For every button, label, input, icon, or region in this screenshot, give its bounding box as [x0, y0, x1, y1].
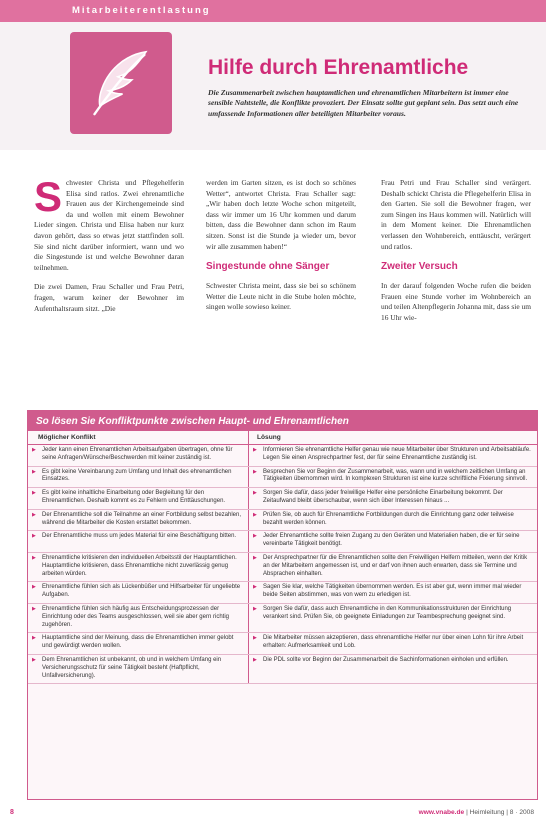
conflict-cell: ▶ Jeder kann einen Ehrenamtlichen Arbeitsaufgaben übertragen, ohne für seine Anfragen/Wünsche/Beschwerden mit keiner zuständig ist.	[28, 445, 248, 466]
solution-cell: ▶ Prüfen Sie, ob auch für Ehrenamtliche Fortbildungen durch die Einrichtung ganz oder teilweise bezahlt werden können.	[248, 510, 537, 531]
site-link[interactable]: www.vnabe.de	[418, 809, 465, 816]
solution-cell: ▶ Besprechen Sie vor Beginn der Zusammenarbeit, was, wann und in welchem zeitlichen Umfang an Tätigkeiten übernommen wird. In komplexen Strukturen ist eine kurze schriftliche Fixierung sinnvoll.	[248, 467, 537, 488]
footer-info	[419, 809, 534, 816]
conflict-cell: ▶ Es gibt keine Vereinbarung zum Umfang und Inhalt des ehrenamtlichen Einsatzes.	[28, 467, 248, 488]
subheading: Zweiter Versuch	[381, 261, 458, 273]
column-header-conflict: Möglicher Konflikt	[38, 434, 96, 441]
feather-logo	[70, 32, 172, 134]
article-column-2	[206, 178, 356, 322]
dropcap: S	[34, 173, 63, 220]
conflict-cell: ▶ Dem Ehrenamtlichen ist unbekannt, ob und in welchem Umfang ein Versicherungsschutz für seine Tätigkeit besteht (Haftpflicht, Unfallversicherung).	[28, 655, 248, 683]
table-row	[28, 604, 537, 633]
intro-text: Die Zusammenarbeit zwischen hauptamtlichen und ehrenamtlichen Mitarbeitern ist immer eine sensible Nahtstelle, die Konflikte provoziert. Der Einsatz sollte gut geplant sein. Das setzt auch eine umfassende Informationen aller beteiligten Mitarbeiter voraus.	[208, 88, 519, 118]
table-header	[28, 431, 537, 445]
table-row	[28, 467, 537, 489]
conflict-cell: ▶ Ehrenamtliche kritisieren den individuellen Arbeitsstil der Hauptamtlichen. Hauptamtliche kritisieren, dass Ehrenamtliche nicht zuverlässig genug arbeiten würden.	[28, 553, 248, 581]
table-row	[28, 582, 537, 604]
conflict-cell: ▶ Hauptamtliche sind der Meinung, dass die Ehrenamtlichen immer gelobt und gewürdigt werden wollen.	[28, 633, 248, 654]
solution-cell: ▶ Sorgen Sie dafür, dass auch Ehrenamtliche in den Kommunikationsstrukturen der Einrichtung verankert sind. Prüfen Sie, ob geeignete Einladungen zur Teambesprechung geeignet sind.	[248, 604, 537, 632]
box-title: So lösen Sie Konfliktpunkte zwischen Haupt- und Ehrenamtlichen	[36, 416, 349, 427]
conflict-cell: ▶ Ehrenamtliche fühlen sich als Lückenbüßer und Hilfsarbeiter für ungeliebte Aufgaben.	[28, 582, 248, 603]
paragraph: Die zwei Damen, Frau Schaller und Frau Petri, fragen, warum keiner der Bewohner im Aufenthaltsraum sitzt. „Die	[34, 282, 184, 313]
page-number: 8	[10, 809, 14, 816]
paragraph: chwester Christa und Pflegehelferin Elisa sind ratlos. Zwei ehrenamtliche Frauen aus der Kirchengemeinde sind da und wollen mit einem Bewohner Lieder singen. Christa und Elisa haben nur kurz davon gehört, dass so etwas jetzt stattfinden soll. Sie sind nicht darüber informiert, wann und wo die Singestunde ist und welche Bewohner daran teilnehmen.	[34, 178, 184, 272]
solution-cell: ▶ Jeder Ehrenamtliche sollte freien Zugang zu den Geräten und Materialien haben, die er für seine vereinbarte Tätigkeit benötigt.	[248, 531, 537, 552]
table-row	[28, 531, 537, 553]
feather-icon	[82, 44, 160, 122]
solution-cell: ▶ Informieren Sie ehrenamtliche Helfer genau wie neue Mitarbeiter über Strukturen und Arbeitsabläufe. Legen Sie einen Ansprechpartner fest, der für seine Ehrenamtliche zuständig ist.	[248, 445, 537, 466]
box-title-bar	[28, 411, 537, 431]
issue-info: | Heimleitung | 8 · 2008	[466, 809, 534, 816]
article-column-1	[34, 173, 184, 323]
conflict-cell: ▶ Der Ehrenamtliche soll die Teilnahme an einer Fortbildung selbst bezahlen, während die Mitarbeiter die Kosten erstattet bekommen.	[28, 510, 248, 531]
solution-cell: ▶ Die PDL sollte vor Beginn der Zusammenarbeit die Sachinformationen einholen und erfüllen.	[248, 655, 537, 683]
section-label: Mitarbeiterentlastung	[72, 5, 211, 16]
paragraph: In der darauf folgenden Woche rufen die beiden Frauen eine Stunde vorher im Wohnbereich an und teilen Altenpflegerin Johanna mit, dass sie um 16 Uhr wie-	[381, 281, 531, 322]
table-body	[28, 445, 537, 684]
subheading: Singestunde ohne Sänger	[206, 261, 330, 273]
paragraph: Frau Petri und Frau Schaller sind verärgert. Deshalb schickt Christa die Pflegehelferin Elisa in den Garten. Sie soll die Bewohner fragen, wer zum Singen ins Haus kommen will. Natürlich will in dem Moment keiner. Die Ehrenamtlichen verlassen den Wohnbereich, enttäuscht, verärgert und ratlos.	[381, 178, 531, 251]
conflict-cell: ▶ Es gibt keine inhaltliche Einarbeitung oder Begleitung für den Ehrenamtlichen. Deshalb kommt es zu Fehlern und Enttäuschungen.	[28, 488, 248, 509]
section-band	[0, 0, 546, 22]
table-row	[28, 633, 537, 655]
solution-cell: ▶ Sagen Sie klar, welche Tätigkeiten übernommen werden. Es ist aber gut, wenn immer mal wieder beide Seiten abstimmen, was von wem zu erledigen ist.	[248, 582, 537, 603]
solution-cell: ▶ Der Ansprechpartner für die Ehrenamtlichen sollte den Freiwilligen Helfern mitteilen, wenn der Kritik an der Mitarbeitern angemessen ist, und er darf von ihnen auch erwarten, dass sie Termine und Absprachen einhalten.	[248, 553, 537, 581]
paragraph: Schwester Christa meint, dass sie bei so schönem Wetter die Leute nicht in die Stube holen möchte, singen wolle sowieso keiner.	[206, 281, 356, 312]
page-title: Hilfe durch Ehrenamtliche	[208, 56, 469, 79]
conflict-cell: ▶ Ehrenamtliche fühlen sich häufig aus Entscheidungsprozessen der Einrichtung oder des Teams ausgeschlossen, weil sie aber gern richtig zugehören.	[28, 604, 248, 632]
table-row	[28, 553, 537, 582]
article-column-3	[381, 178, 531, 333]
solution-cell: ▶ Die Mitarbeiter müssen akzeptieren, dass ehrenamtliche Helfer nur über einen Lohn für ihre Arbeit erhalten: Aufmerksamkeit und Lob.	[248, 633, 537, 654]
conflict-box	[27, 410, 538, 800]
table-row	[28, 655, 537, 684]
column-header-solution: Lösung	[248, 431, 537, 444]
conflict-cell: ▶ Der Ehrenamtliche muss um jedes Material für eine Beschäftigung bitten.	[28, 531, 248, 552]
paragraph: werden im Garten sitzen, es ist doch so schönes Wetter“, antwortet Christa. Frau Schaller sagt: „Wir haben doch letzte Woche schon mitgeteilt, dass wir immer um 16 Uhr kommen und darum bitten, dass die Bewohner dann schon im Raum sitzen. Sonst ist die Stunde ja wieder um, bevor wir alle zusammen haben!“	[206, 178, 356, 251]
solution-cell: ▶ Sorgen Sie dafür, dass jeder freiwillige Helfer eine persönliche Einarbeitung bekommt. Der Zeitaufwand bleibt überschaubar, wenn sich über Interessen hinaus ...	[248, 488, 537, 509]
table-row	[28, 510, 537, 532]
table-row	[28, 445, 537, 467]
table-row	[28, 488, 537, 510]
